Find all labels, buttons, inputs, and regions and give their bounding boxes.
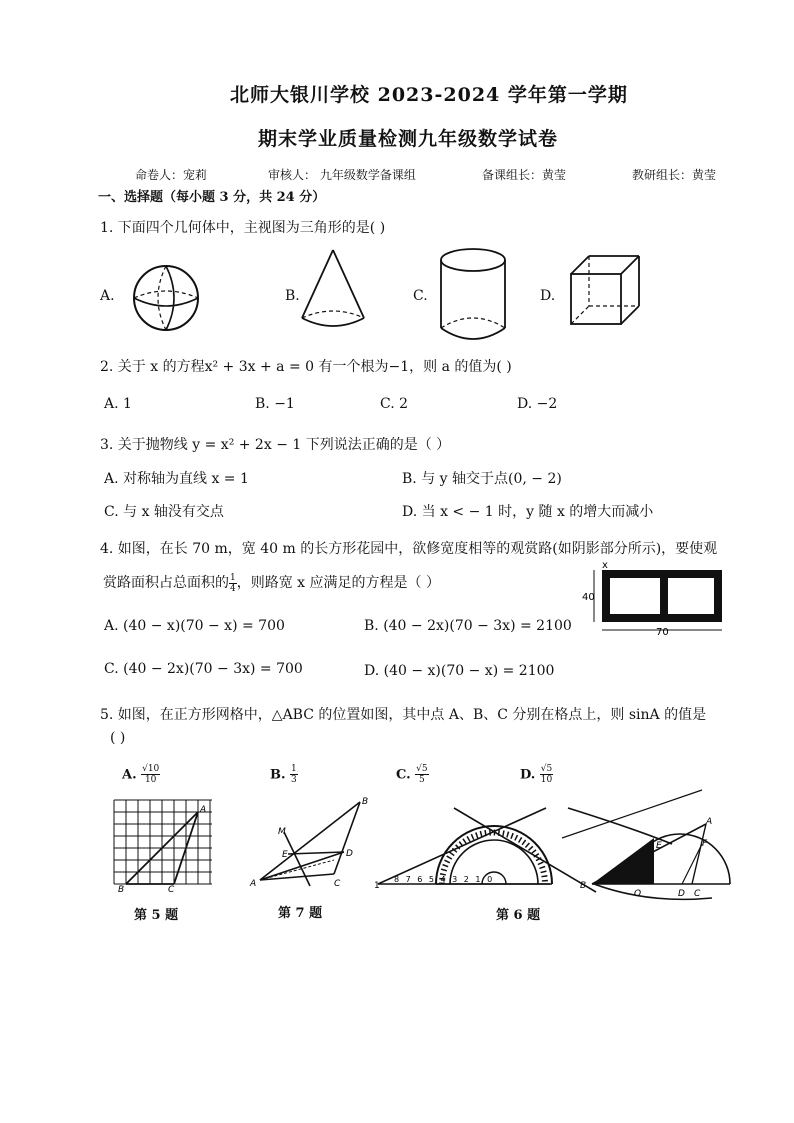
author-credit: 命卷人：宠莉: [135, 168, 208, 182]
fig7-triangle-figure: [248, 794, 378, 894]
q5-c-num: √5: [416, 764, 428, 774]
q3-option-d: D. 当 x < − 1 时，y 随 x 的增大而减小: [402, 504, 654, 520]
fig6-caption: 第 6 题: [496, 908, 541, 923]
q5-a-den: 10: [144, 775, 157, 785]
fig6-label-b: B: [580, 881, 587, 891]
garden-width-label: 40: [582, 592, 595, 603]
q5-option-c: [396, 764, 429, 785]
question-3-stem: 3. 关于抛物线 y = x² + 2x − 1 下列说法正确的是（ ）: [100, 437, 451, 453]
q5-d-den: 10: [540, 775, 553, 785]
q5-a-num: √10: [142, 764, 160, 774]
fig6-label-f: F: [702, 839, 708, 849]
fig7-label-c: C: [334, 879, 341, 889]
cone-figure: [298, 248, 368, 334]
q4-option-d: D. (40 − x)(70 − x) = 2100: [364, 663, 555, 679]
q4-stem-post: ，则路宽 x 应满足的方程是（ ）: [236, 575, 440, 591]
q5-b-num: 1: [290, 764, 297, 774]
q4-option-b: B. (40 − 2x)(70 − 3x) = 2100: [364, 618, 572, 634]
fig5-label-a: A: [200, 805, 207, 815]
garden-x-label: x: [602, 560, 608, 571]
q2-option-d: D. −2: [517, 396, 558, 412]
q5-option-d: [520, 764, 553, 785]
cube-figure: [568, 252, 642, 332]
fig6-protractor-figure: [372, 788, 742, 904]
q5-option-a-frac: [141, 764, 160, 785]
q4-option-c: C. (40 − 2x)(70 − 3x) = 700: [104, 661, 303, 677]
question-4-stem-line2: [103, 572, 440, 594]
q4-option-a: A. (40 − x)(70 − x) = 700: [104, 618, 285, 634]
q5-d-num: √5: [540, 764, 553, 774]
question-1-stem: 1. 下面四个几何体中，主视图为三角形的是( ): [100, 220, 386, 236]
reviewer-credit: 审核人： 九年级数学备课组: [268, 168, 416, 182]
q4-fraction-den: 4: [230, 583, 236, 594]
exam-title-line2: 期末学业质量检测九年级数学试卷: [258, 128, 559, 150]
fig6-label-c: C: [694, 889, 701, 899]
q5-option-a-label: A.: [122, 767, 137, 783]
fig6-label-d: D: [678, 889, 685, 899]
question-5-paren: ( ): [110, 730, 126, 746]
sphere-figure: [130, 258, 202, 338]
fig5-label-c: C: [168, 885, 175, 895]
q2-option-a: A. 1: [104, 396, 132, 412]
q5-b-den: 3: [290, 775, 297, 785]
fig7-label-m: M: [278, 827, 286, 837]
group-leader-credit: 备课组长：黄莹: [482, 168, 567, 182]
fig7-label-a: A: [250, 879, 257, 889]
q5-option-b-label: B.: [270, 767, 286, 783]
fig7-caption: 第 7 题: [278, 906, 323, 921]
fig6-label-o: O: [634, 889, 642, 899]
fig6-ruler-start: 1: [374, 881, 380, 891]
q2-option-c: C. 2: [380, 396, 409, 412]
q3-option-b: B. 与 y 轴交于点(0, − 2): [402, 471, 562, 487]
q1-option-b-label: B.: [285, 288, 300, 304]
question-2-stem: 2. 关于 x 的方程x² + 3x + a = 0 有一个根为−1，则 a 的值为( ): [100, 359, 512, 375]
q1-option-a-label: A.: [100, 288, 115, 304]
exam-title-line1: 北师大银川学校 2023-2024 学年第一学期: [230, 84, 628, 106]
fig6-label-a: A: [706, 817, 713, 827]
q3-option-a: A. 对称轴为直线 x = 1: [104, 471, 249, 487]
q4-stem-pre: 赏路面积占总面积的: [103, 575, 229, 591]
q2-option-b: B. −1: [255, 396, 295, 412]
question-5-stem: 5. 如图，在正方形网格中，△ABC 的位置如图，其中点 A、B、C 分别在格点上，则 sinA 的值是: [100, 707, 707, 723]
fig5-caption: 第 5 题: [134, 908, 179, 923]
research-leader-credit: 教研组长：黄莹: [632, 168, 717, 182]
fig7-label-b: B: [362, 797, 369, 807]
q5-option-c-frac: [415, 764, 428, 785]
fig7-label-d: D: [346, 849, 353, 859]
fig6-label-e: E: [656, 841, 662, 851]
q4-fraction-num: 1: [230, 572, 236, 583]
fig5-label-b: B: [118, 885, 125, 895]
q3-option-c: C. 与 x 轴没有交点: [104, 504, 224, 520]
fig6-ruler-numbers: 8 7 6 5 4 3 2 1 0: [394, 875, 495, 884]
garden-figure: [580, 560, 740, 636]
q5-c-den: 5: [418, 775, 425, 785]
cylinder-figure: [438, 246, 508, 344]
q5-option-b: [270, 764, 298, 785]
q5-option-c-label: C.: [396, 767, 411, 783]
grid-triangle-figure: [112, 798, 216, 894]
q4-fraction: [229, 573, 237, 594]
q1-option-c-label: C.: [413, 288, 428, 304]
section-heading: 一、选择题（每小题 3 分，共 24 分）: [98, 190, 326, 205]
q5-option-b-frac: [290, 764, 298, 785]
q5-option-d-label: D.: [520, 767, 536, 783]
question-4-stem-line1: 4. 如图，在长 70 m，宽 40 m 的长方形花园中，欲修宽度相等的观赏路(如阴影部分所示)，要使观: [100, 541, 718, 557]
fig7-label-e: E: [282, 850, 288, 860]
garden-length-label: 70: [656, 627, 669, 638]
q1-option-d-label: D.: [540, 288, 556, 304]
q5-option-d-frac: [540, 764, 553, 785]
q5-option-a: [122, 764, 160, 785]
